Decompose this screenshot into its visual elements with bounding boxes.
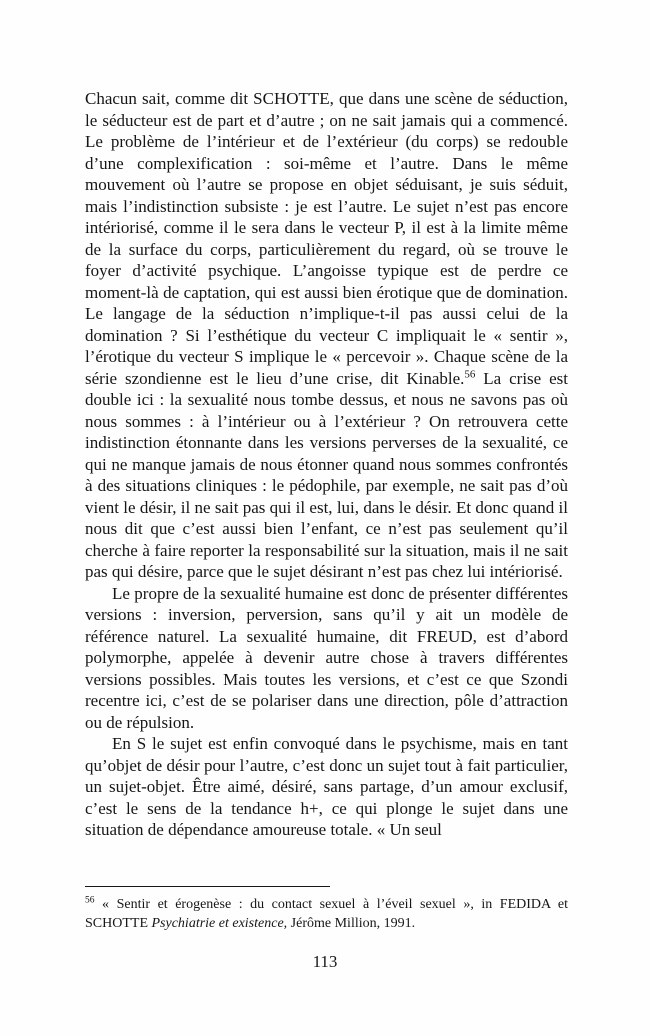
paragraph-3: En S le sujet est enfin convoqué dans le psychisme, mais en tant qu’objet de désir pour l’autre, c’est donc un sujet tout à fait particulier, un sujet-objet. Être aimé, désiré, sans partage, d’un amour exclusif, c’est le sens de la tendance h+, ce qui plonge le sujet dans une situation de dépendance amoureuse totale. « Un seul [85, 734, 568, 839]
page-number: 113 [312, 952, 338, 971]
footnote-text: « Sentir et érogenèse : du contact sexuel à l’éveil sexuel », in FEDIDA et SCHOTTE [85, 897, 568, 931]
footnote [85, 896, 568, 933]
footnote-separator-rule [85, 886, 330, 887]
paragraph-1 [85, 88, 568, 583]
paragraph-2: Le propre de la sexualité humaine est donc de présenter différentes versions : inversion, perversion, sans qu’il y ait un modèle de référence naturel. La sexualité humaine, dit FREUD, est d’abord polymorphe, appelée à devenir autre chose à travers différentes versions possibles. Mais toutes les versions, et c’est ce que Szondi recentre ici, c’est de se polariser dans une direction, pôle d’attraction ou de répulsion. [85, 583, 568, 732]
paragraph-1-text-continued: La crise est double ici : la sexualité nous tombe dessus, et nous ne savons pas où nous sommes : à l’intérieur ou à l’extérieur ? On retrouvera cette indistinction étonnante dans les versions perverses de la sexualité, ce qui ne manque jamais de nous étonner quand nous sommes confrontés à des situations cliniques : le pédophile, par exemple, ne sait pas d’où vient le désir, il ne sait pas qui il est, lui, dans le désir. Et donc quand il nous dit que c’est aussi bien l’enfant, ce n’est pas seulement qu’il cherche à faire reporter la responsabilité sur la situation, mais il ne sait pas qui désire, parce que le sujet désirant n’est pas chez lui intériorisé. [85, 368, 568, 581]
footnote-number: 56 [85, 895, 95, 906]
footnote-reference-marker: 56 [464, 367, 476, 380]
footnote-book-title: Psychiatrie et existence [151, 915, 284, 931]
footnote-text-tail: , Jérôme Million, 1991. [283, 915, 416, 931]
paragraph-1-text: Chacun sait, comme dit SCHOTTE, que dans une scène de séduction, le séducteur est de part et d’autre ; on ne sait jamais qui a commencé. Le problème de l’intérieur et de l’extérieur (du corps) se redouble d’une complexification : soi-même et l’autre. Dans le même mouvement où l’autre se propose en objet séduisant, je suis séduit, mais l’indistinction subsiste : je est l’autre. Le sujet n’est pas encore intériorisé, comme il le sera dans le vecteur P, il est à la limite même de la surface du corps, particulièrement du regard, où se trouve le foyer d’activité psychique. L’angoisse typique est de perdre ce moment-là de captation, qui est aussi bien érotique que de domination. Le langage de la séduction n’implique-t-il pas aussi celui de la domination ? Si l’esthétique du vecteur C impliquait le « sentir », l’érotique du vecteur S implique le « percevoir ». Chaque scène de la série szondienne est le lieu d’une crise, dit Kinable. [85, 89, 568, 388]
body-text [85, 88, 568, 841]
